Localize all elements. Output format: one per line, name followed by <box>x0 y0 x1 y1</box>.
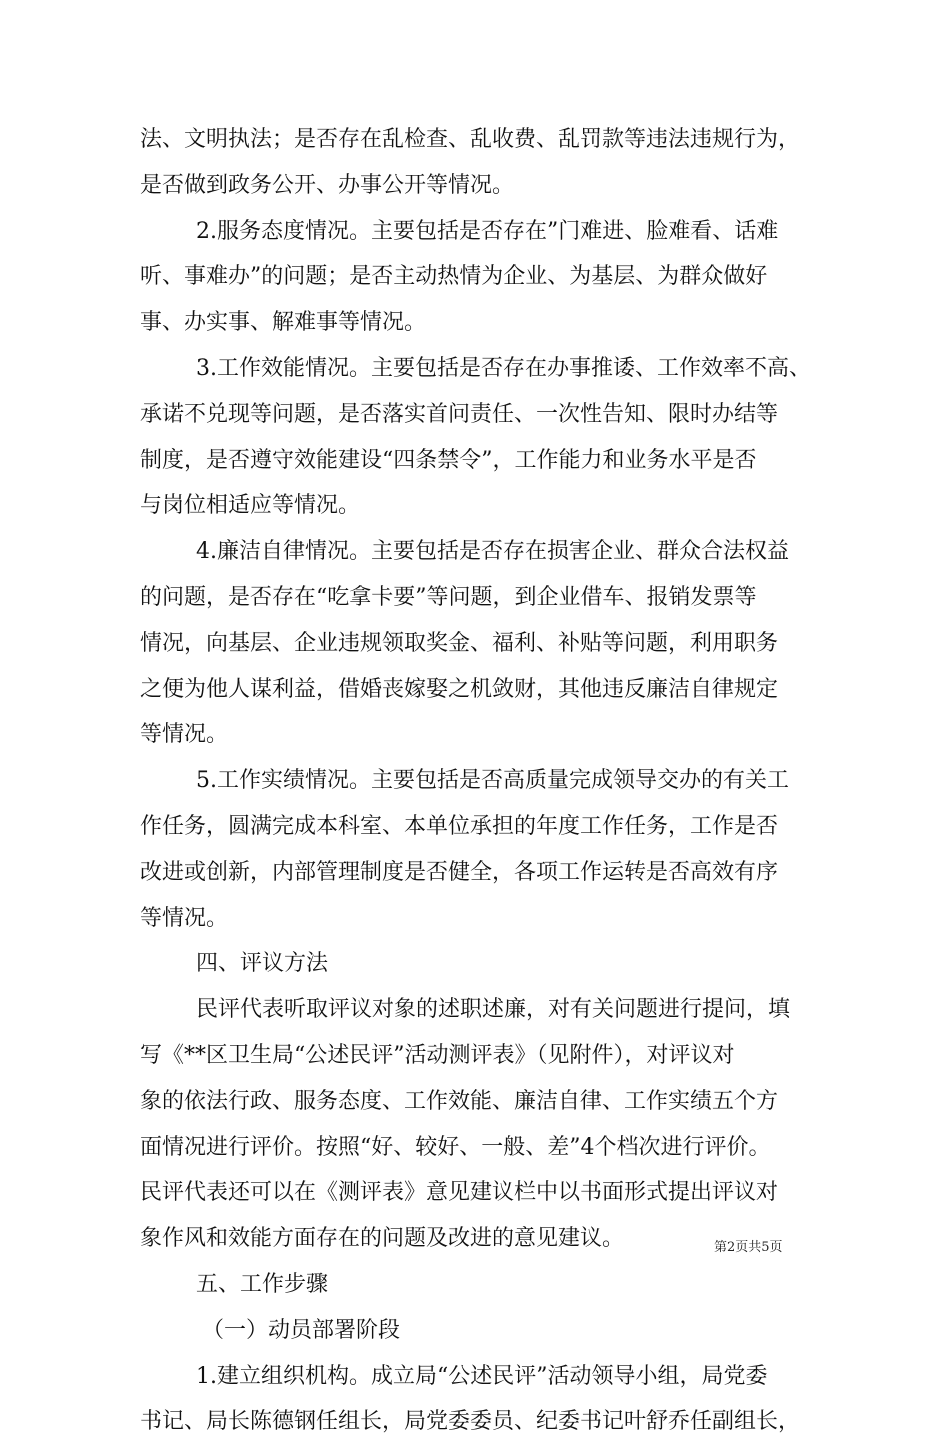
text-line-12: 情况，向基层、企业违规领取奖金、福利、补贴等问题，利用职务 <box>140 630 779 656</box>
text-line-10: 4.廉洁自律情况。主要包括是否存在损害企业、群众合法权益 <box>196 539 789 565</box>
text-line-11: 的问题，是否存在“吃拿卡要”等问题，到企业借车、报销发票等 <box>140 584 757 610</box>
text-line-8: 制度，是否遵守效能建设“四条禁令”，工作能力和业务水平是否 <box>140 447 757 473</box>
section-heading-steps: 五、工作步骤 <box>196 1271 329 1297</box>
text-line-29: 书记、局长陈德钢任组长，局党委委员、纪委书记叶舒乔任副组长， <box>140 1409 801 1435</box>
text-line-17: 改进或创新，内部管理制度是否健全，各项工作运转是否高效有序 <box>140 859 779 885</box>
text-line-24: 民评代表还可以在《测评表》意见建议栏中以书面形式提出评议对 <box>140 1180 779 1206</box>
text-line-28: 1.建立组织机构。成立局“公述民评”活动领导小组，局党委 <box>196 1363 768 1389</box>
text-line-1: 法、文明执法；是否存在乱检查、乱收费、乱罚款等违法违规行为， <box>140 127 801 152</box>
text-line-23: 面情况进行评价。按照“好、较好、一般、差”4个档次进行评价。 <box>140 1134 771 1160</box>
section-heading-methods: 四、评议方法 <box>196 951 329 977</box>
text-line-14: 等情况。 <box>140 722 229 748</box>
text-line-9: 与岗位相适应等情况。 <box>140 493 361 519</box>
text-line-7: 承诺不兑现等问题，是否落实首问责任、一次性告知、限时办结等 <box>140 401 779 427</box>
text-line-20: 民评代表听取评议对象的述职述廉，对有关问题进行提问，填 <box>196 997 791 1023</box>
page-number: 第2页共5页 <box>714 1240 783 1255</box>
text-line-6: 3.工作效能情况。主要包括是否存在办事推诿、工作效率不高、 <box>196 355 811 381</box>
text-line-22: 象的依法行政、服务态度、工作效能、廉洁自律、工作实绩五个方 <box>140 1088 779 1114</box>
text-line-2: 是否做到政务公开、办事公开等情况。 <box>140 172 515 198</box>
text-line-4: 听、事难办”的问题；是否主动热情为企业、为基层、为群众做好 <box>140 264 768 290</box>
text-line-18: 等情况。 <box>140 905 229 931</box>
text-line-15: 5.工作实绩情况。主要包括是否高质量完成领导交办的有关工 <box>196 768 789 794</box>
text-line-25: 象作风和效能方面存在的问题及改进的意见建议。 <box>140 1226 625 1252</box>
subsection-heading-mobilization: （一）动员部署阶段 <box>202 1317 401 1343</box>
body-text <box>140 117 812 1445</box>
text-line-5: 事、办实事、解难事等情况。 <box>140 310 427 336</box>
text-line-16: 作任务，圆满完成本科室、本单位承担的年度工作任务，工作是否 <box>140 813 779 839</box>
text-line-21: 写《**区卫生局“公述民评”活动测评表》（见附件），对评议对 <box>140 1042 735 1068</box>
text-line-3: 2.服务态度情况。主要包括是否存在”门难进、脸难看、话难 <box>196 218 779 244</box>
text-line-13: 之便为他人谋利益，借婚丧嫁娶之机敛财，其他违反廉洁自律规定 <box>140 676 779 702</box>
